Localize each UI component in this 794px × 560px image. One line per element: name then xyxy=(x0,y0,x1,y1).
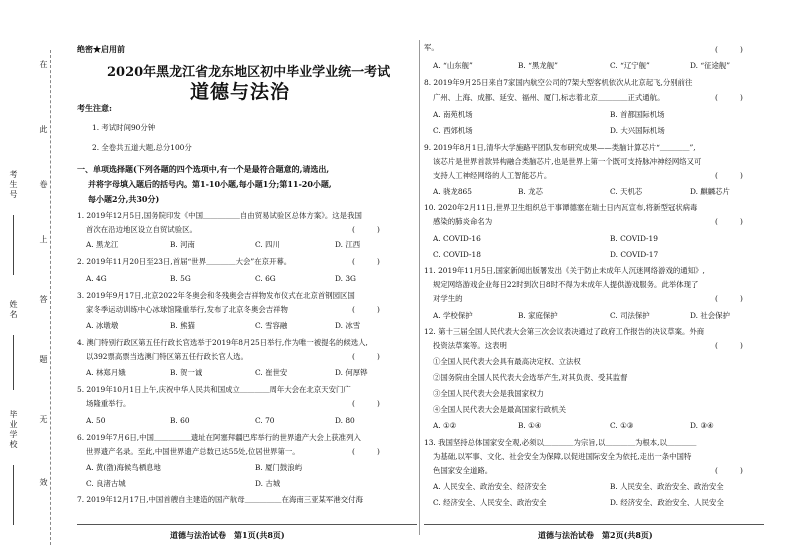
question-text: 广州、上海、成都、延安、福州、厦门,标志着北京＿＿＿＿正式通航。 xyxy=(433,93,665,102)
option: A. ①② xyxy=(433,421,457,430)
question-text: 色国家安全道路。 xyxy=(433,466,493,475)
option: C. 经济安全、人民安全、政治安全 xyxy=(433,498,547,507)
answer-paren[interactable]: ( ) xyxy=(352,399,380,408)
option: D. 社会保护 xyxy=(690,311,730,320)
margin-marker: 在 xyxy=(39,60,48,70)
field-exam-number-line xyxy=(13,215,14,275)
option: C. 天机芯 xyxy=(610,187,643,196)
question-text: 感染的肺炎命名为 xyxy=(433,217,493,226)
option: A. 学校保护 xyxy=(433,311,473,320)
option: A. 骁龙865 xyxy=(433,187,472,196)
answer-paren[interactable]: ( ) xyxy=(715,341,743,350)
page-footer: 道德与法治试卷 第1页(共8页) xyxy=(170,530,285,540)
option: C. “辽宁舰” xyxy=(610,61,650,70)
option: A. 南苑机场 xyxy=(433,110,473,119)
option: A. 50 xyxy=(86,416,106,425)
option: A. 黑龙江 xyxy=(86,240,119,249)
option: C. 6G xyxy=(255,274,276,283)
footer-rule xyxy=(77,524,417,525)
option: D. 古城 xyxy=(255,479,281,488)
answer-paren[interactable]: ( ) xyxy=(715,294,743,303)
question-text: 该芯片是世界首款异构融合类脑芯片,也是世界上第一个既可支持脉冲神经网络又可 xyxy=(433,157,702,166)
section-heading-2: 并将字母填入题后的括号内。第1-10小题,每小题1分;第11-20小题, xyxy=(88,179,332,189)
margin-marker: 答 xyxy=(39,295,48,305)
answer-paren[interactable]: ( ) xyxy=(715,466,743,475)
question-text: 5. 2019年10月1日上午,庆祝中华人民共和国成立＿＿＿＿周年大会在北京天安门广 xyxy=(77,385,351,394)
option: B. 河南 xyxy=(170,240,195,249)
question-text: 4. 澳门特别行政区第五任行政长官选举于2019年8月25日举行,作为唯一被提名的候选人, xyxy=(77,338,368,347)
question-text: 9. 2019年8月1日,清华大学施路平团队发布研究成果——类脑计算芯片“＿＿＿＿”, xyxy=(424,143,696,152)
answer-paren[interactable]: ( ) xyxy=(715,171,743,180)
answer-paren[interactable]: ( ) xyxy=(352,352,380,361)
option: D. 麒麟芯片 xyxy=(690,187,730,196)
answer-paren[interactable]: ( ) xyxy=(352,225,380,234)
question-text: 13. 我国坚持总体国家安全观,必须以＿＿＿＿为宗旨,以＿＿＿＿为根本,以＿＿＿＿ xyxy=(424,438,697,447)
statement-item: ②国务院由全国人民代表大会选举产生,对其负责、受其监督 xyxy=(433,373,628,382)
page-divider xyxy=(419,40,420,535)
option: A. 冰墩墩 xyxy=(86,321,119,330)
answer-paren[interactable]: ( ) xyxy=(715,93,743,102)
secret-label: 绝密★启用前 xyxy=(77,44,125,54)
field-exam-number-label: 考生号 xyxy=(9,170,18,200)
field-school-line xyxy=(13,465,14,525)
option: D. COVID-17 xyxy=(610,250,659,259)
notice-item: 2. 全卷共五道大题,总分100分 xyxy=(92,143,192,152)
margin-marker: 上 xyxy=(39,235,48,245)
question-text: 支持人工神经网络的人工智能芯片。 xyxy=(433,171,552,180)
margin-marker: 无 xyxy=(39,415,48,425)
option: C. 西郊机场 xyxy=(433,126,473,135)
option: D. ③④ xyxy=(690,421,714,430)
option: B. 龙芯 xyxy=(518,187,543,196)
option: B. COVID-19 xyxy=(610,234,658,243)
subject-title: 道德与法治 xyxy=(190,81,291,103)
option: C. 雪容融 xyxy=(255,321,288,330)
margin-marker: 效 xyxy=(39,478,48,488)
question-text: 12. 第十三届全国人民代表大会第三次会议表决通过了政府工作报告的决议草案。外商 xyxy=(424,327,705,336)
question-text: 1. 2019年12月5日,国务院印发《中国＿＿＿＿＿自由贸易试验区总体方案》。这是我国 xyxy=(77,211,362,220)
option: C. COVID-18 xyxy=(433,250,481,259)
option: B. ①④ xyxy=(518,421,542,430)
option: A. 4G xyxy=(86,274,107,283)
option: B. “黑龙舰” xyxy=(518,61,558,70)
option: C. 司法保护 xyxy=(610,311,650,320)
question-text: 3. 2019年9月17日,北京2022年冬奥会和冬残奥会吉祥物发布仪式在北京首钢园区国 xyxy=(77,291,355,300)
option: D. 何厚铧 xyxy=(335,368,368,377)
page-footer: 道德与法治试卷 第2页(共8页) xyxy=(538,530,653,540)
option: D. 3G xyxy=(335,274,356,283)
footer-rule xyxy=(424,524,764,525)
statement-item: ①全国人民代表大会具有最高决定权、立法权 xyxy=(433,357,581,366)
option: B. 首都国际机场 xyxy=(610,110,665,119)
question-text: 10. 2020年2月11日,世界卫生组织总干事谭德塞在瑞士日内瓦宣布,将新型冠状病毒 xyxy=(424,203,698,212)
field-name-line xyxy=(13,335,14,390)
option: A. COVID-16 xyxy=(433,234,481,243)
statement-item: ④全国人民代表大会是最高国家行政机关 xyxy=(433,405,567,414)
option: B. 家庭保护 xyxy=(518,311,558,320)
option: C. 四川 xyxy=(255,240,280,249)
option: B. 5G xyxy=(170,274,191,283)
field-school-label: 毕业学校 xyxy=(9,410,18,450)
option: C. 崔世安 xyxy=(255,368,288,377)
answer-paren[interactable]: ( ) xyxy=(352,447,380,456)
option: B. 贺一诚 xyxy=(170,368,203,377)
question-text: 军。 xyxy=(424,43,439,52)
option: D. 江西 xyxy=(335,240,361,249)
option: D. 80 xyxy=(335,416,355,425)
question-text: 对学生的 xyxy=(433,294,463,303)
question-text: 投资法草案等。这表明 xyxy=(433,341,507,350)
option: A. 黄(渤)海候鸟栖息地 xyxy=(86,463,161,472)
exam-title: 2020年黑龙江省龙东地区初中毕业学业统一考试 xyxy=(107,65,391,80)
option: A. 林郑月娥 xyxy=(86,368,126,377)
question-text: 规定网络游戏企业每日22时到次日8时不得为未成年人提供游戏服务。此举体现了 xyxy=(433,280,699,289)
section-heading-3: 每小题2分,共30分) xyxy=(88,194,160,204)
question-text: 11. 2019年11月5日,国家新闻出版署发出《关于防止未成年人沉迷网络游戏的通知》, xyxy=(424,266,705,275)
margin-marker: 卷 xyxy=(39,180,48,190)
option: A. “山东舰” xyxy=(433,61,473,70)
option: D. 经济安全、政治安全、人民安全 xyxy=(610,498,724,507)
question-text: 首次在沿边地区设立自贸试验区。 xyxy=(86,225,197,234)
option: B. 熊猫 xyxy=(170,321,195,330)
binding-dashed-line xyxy=(50,50,51,545)
answer-paren[interactable]: ( ) xyxy=(715,217,743,226)
question-text: 为基础,以军事、文化、社会安全为保障,以促进国际安全为依托,走出一条中国特 xyxy=(433,452,692,461)
margin-marker: 此 xyxy=(39,125,48,135)
option: C. ①③ xyxy=(610,421,634,430)
option: A. 人民安全、政治安全、经济安全 xyxy=(433,482,547,491)
margin-marker: 题 xyxy=(39,355,48,365)
option: B. 厦门鼓浪屿 xyxy=(255,463,303,472)
notice-title: 考生注意: xyxy=(77,103,112,113)
statement-item: ③全国人民代表大会是我国家权力 xyxy=(433,389,544,398)
option: D. 大兴国际机场 xyxy=(610,126,665,135)
option: C. 良渚古城 xyxy=(86,479,126,488)
question-text: 6. 2019年7月6日,中国＿＿＿＿＿遗址在阿塞拜疆巴库举行的世界遗产大会上获准列入 xyxy=(77,433,361,442)
section-heading: 一、单项选择题(下列各题的四个选项中,有一个是最符合题意的,请选出, xyxy=(77,164,330,174)
option: C. 70 xyxy=(255,416,275,425)
question-text: 世界遗产名录。至此,中国世界遗产总数已达55处,位居世界第一。 xyxy=(86,447,300,456)
option: B. 60 xyxy=(170,416,190,425)
answer-paren[interactable]: ( ) xyxy=(715,45,743,54)
question-text: 家冬季运动训练中心冰球馆隆重举行,发布了北京冬奥会吉祥物 xyxy=(86,305,288,314)
option: D. “征途舰” xyxy=(690,61,731,70)
question-text: 以392票高票当选澳门特区第五任行政长官人选。 xyxy=(86,352,248,361)
question-text: 8. 2019年9月25日来自7家国内航空公司的7架大型客机依次从北京起飞,分别前往 xyxy=(424,78,693,87)
answer-paren[interactable]: ( ) xyxy=(352,257,380,266)
field-name-label: 姓名 xyxy=(9,300,18,320)
question-text: 2. 2019年11月20日至23日,首届“世界＿＿＿＿大会”在京开幕。 xyxy=(77,257,292,266)
option: B. 人民安全、政治安全、政治安全 xyxy=(610,482,724,491)
question-text: 7. 2019年12月17日,中国首艘自主建造的国产航母＿＿＿＿＿在海南三亚某军港交付海 xyxy=(77,495,363,504)
answer-paren[interactable]: ( ) xyxy=(352,305,380,314)
option: D. 冰雪 xyxy=(335,321,361,330)
question-text: 场隆重举行。 xyxy=(86,399,131,408)
notice-item: 1. 考试时间90分钟 xyxy=(92,123,156,132)
